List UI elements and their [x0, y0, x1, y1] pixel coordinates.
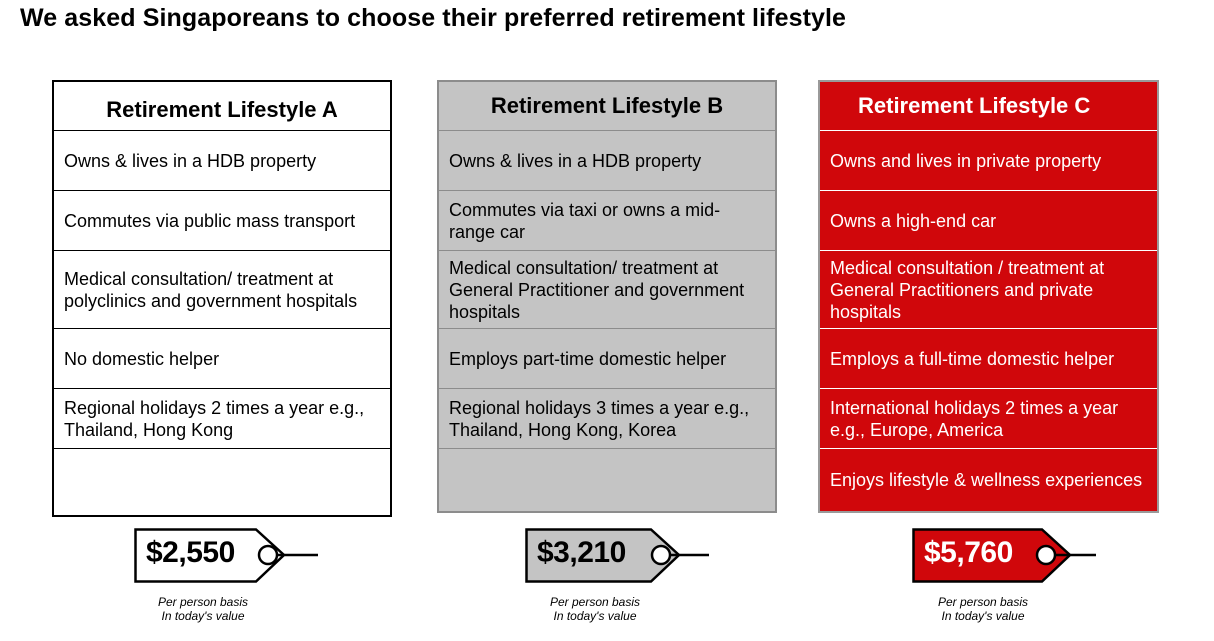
lifestyle-b-item-holidays: Regional holidays 3 times a year e.g., Thailand, Hong Kong, Korea	[439, 388, 775, 448]
lifestyle-c-note	[913, 595, 1053, 623]
lifestyle-b-item-helper: Employs part-time domestic helper	[439, 328, 775, 388]
lifestyle-b-note	[525, 595, 665, 623]
lifestyle-a-card	[52, 80, 392, 517]
lifestyle-a-item-helper: No domestic helper	[54, 328, 390, 388]
lifestyle-b-item-medical: Medical consultation/ treatment at General Practitioner and government hospitals	[439, 250, 775, 328]
lifestyle-c-item-housing: Owns and lives in private property	[820, 130, 1157, 190]
note-line-value: In today's value	[161, 609, 245, 623]
lifestyle-c-item-helper: Employs a full-time domestic helper	[820, 328, 1157, 388]
note-line-basis: Per person basis	[157, 595, 249, 609]
lifestyle-a-price-tag	[134, 525, 319, 585]
lifestyle-b-item-transport: Commutes via taxi or owns a mid-range car	[439, 190, 775, 250]
lifestyle-c-price-tag	[912, 525, 1097, 585]
lifestyle-a-item-empty	[54, 448, 390, 515]
lifestyle-b-item-empty	[439, 448, 775, 511]
lifestyle-a-title: Retirement Lifestyle A	[106, 97, 338, 122]
lifestyle-a-item-holidays: Regional holidays 2 times a year e.g., Thailand, Hong Kong	[54, 388, 390, 448]
lifestyle-b-item-housing: Owns & lives in a HDB property	[439, 130, 775, 190]
lifestyle-c-price: $5,760	[924, 536, 1013, 569]
lifestyle-b-card	[437, 80, 777, 513]
lifestyle-c-item-transport: Owns a high-end car	[820, 190, 1157, 250]
note-line-value: In today's value	[553, 609, 637, 623]
note-line-basis: Per person basis	[549, 595, 641, 609]
note-line-value: In today's value	[941, 609, 1025, 623]
lifestyle-b-price: $3,210	[537, 536, 626, 569]
lifestyle-c-card	[818, 80, 1159, 513]
lifestyle-b-price-tag	[525, 525, 710, 585]
lifestyle-a-item-medical: Medical consultation/ treatment at polyclinics and government hospitals	[54, 250, 390, 328]
lifestyle-a-item-transport: Commutes via public mass transport	[54, 190, 390, 250]
lifestyle-c-item-wellness: Enjoys lifestyle & wellness experiences	[820, 448, 1157, 511]
lifestyle-b-title: Retirement Lifestyle B	[490, 93, 724, 118]
lifestyle-c-title: Retirement Lifestyle C	[858, 93, 1091, 118]
lifestyle-a-item-housing: Owns & lives in a HDB property	[54, 130, 390, 190]
lifestyle-c-item-holidays: International holidays 2 times a year e.g., Europe, America	[820, 388, 1157, 448]
note-line-basis: Per person basis	[937, 595, 1029, 609]
lifestyle-c-item-medical: Medical consultation / treatment at General Practitioners and private hospitals	[820, 250, 1157, 328]
lifestyle-a-price: $2,550	[146, 536, 235, 569]
lifestyle-a-note	[133, 595, 273, 623]
page-title: We asked Singaporeans to choose their preferred retirement lifestyle	[20, 4, 847, 32]
